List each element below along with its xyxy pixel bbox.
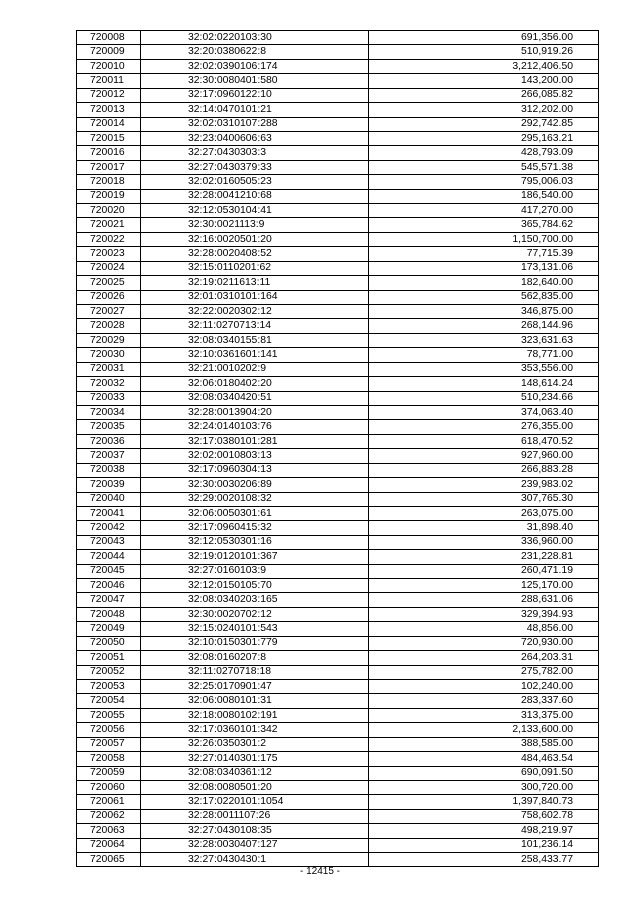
amount-cell: 374,063.40 [369,405,599,419]
record-id-cell: 720053 [77,679,141,693]
record-id-cell: 720017 [77,160,141,174]
amount-cell: 365,784.62 [369,218,599,232]
amount-cell: 758,602.78 [369,809,599,823]
amount-cell: 260,471.19 [369,564,599,578]
cadastral-number-cell: 32:17:0960304:13 [141,463,369,477]
cadastral-number-cell: 32:17:0380101:281 [141,434,369,448]
amount-cell: 3,212,406.50 [369,59,599,73]
record-id-cell: 720051 [77,651,141,665]
record-id-cell: 720028 [77,319,141,333]
cadastral-number-cell: 32:27:0160103:9 [141,564,369,578]
cadastral-number-cell: 32:20:0380622:8 [141,45,369,59]
record-id-cell: 720059 [77,766,141,780]
record-id-cell: 720062 [77,809,141,823]
amount-cell: 795,006.03 [369,175,599,189]
cadastral-number-cell: 32:21:0010202:9 [141,362,369,376]
record-id-cell: 720050 [77,636,141,650]
cadastral-number-cell: 32:11:0270718:18 [141,665,369,679]
cadastral-number-cell: 32:28:0041210:68 [141,189,369,203]
table-row [77,362,599,376]
amount-cell: 125,170.00 [369,579,599,593]
cadastral-number-cell: 32:16:0020501:20 [141,232,369,246]
amount-cell: 31,898.40 [369,521,599,535]
table-row [77,824,599,838]
table-row [77,651,599,665]
record-id-cell: 720019 [77,189,141,203]
cadastral-number-cell: 32:08:0340155:81 [141,333,369,347]
record-id-cell: 720037 [77,449,141,463]
table-row [77,564,599,578]
cadastral-number-cell: 32:24:0140103:76 [141,420,369,434]
table-row [77,103,599,117]
amount-cell: 307,765.30 [369,492,599,506]
amount-cell: 388,585.00 [369,737,599,751]
cadastral-number-cell: 32:06:0050301:61 [141,506,369,520]
cadastral-number-cell: 32:15:0110201:62 [141,261,369,275]
table-row [77,276,599,290]
table-row [77,723,599,737]
table-row [77,189,599,203]
record-id-cell: 720029 [77,333,141,347]
table-row [77,232,599,246]
amount-cell: 239,983.02 [369,478,599,492]
table-row [77,752,599,766]
amount-cell: 1,397,840.73 [369,795,599,809]
cadastral-number-cell: 32:08:0340203:165 [141,593,369,607]
table-row [77,766,599,780]
cadastral-number-cell: 32:27:0430303:3 [141,146,369,160]
record-id-cell: 720049 [77,622,141,636]
amount-cell: 288,631.06 [369,593,599,607]
table-row [77,579,599,593]
record-id-cell: 720044 [77,550,141,564]
amount-cell: 186,540.00 [369,189,599,203]
cadastral-number-cell: 32:28:0030407:127 [141,838,369,852]
cadastral-number-cell: 32:12:0150105:70 [141,579,369,593]
amount-cell: 182,640.00 [369,276,599,290]
record-id-cell: 720041 [77,506,141,520]
record-id-cell: 720010 [77,59,141,73]
amount-cell: 720,930.00 [369,636,599,650]
cadastral-number-cell: 32:27:0430430:1 [141,853,369,867]
table-row [77,74,599,88]
record-id-cell: 720056 [77,723,141,737]
amount-cell: 313,375.00 [369,708,599,722]
cadastral-number-cell: 32:30:0021113:9 [141,218,369,232]
amount-cell: 283,337.60 [369,694,599,708]
cadastral-number-cell: 32:28:0020408:52 [141,247,369,261]
cadastral-number-cell: 32:02:0220103:30 [141,31,369,45]
record-id-cell: 720036 [77,434,141,448]
record-id-cell: 720024 [77,261,141,275]
record-id-cell: 720039 [77,478,141,492]
record-id-cell: 720038 [77,463,141,477]
amount-cell: 266,883.28 [369,463,599,477]
cadastral-number-cell: 32:17:0220101:1054 [141,795,369,809]
amount-cell: 275,782.00 [369,665,599,679]
cadastral-number-cell: 32:02:0160505:23 [141,175,369,189]
table-row [77,593,599,607]
table-row [77,319,599,333]
amount-cell: 292,742.85 [369,117,599,131]
table-row [77,463,599,477]
amount-cell: 312,202.00 [369,103,599,117]
record-id-cell: 720016 [77,146,141,160]
cadastral-number-cell: 32:15:0240101:543 [141,622,369,636]
amount-cell: 329,394.93 [369,607,599,621]
amount-cell: 148,614.24 [369,377,599,391]
table-row [77,780,599,794]
amount-cell: 48,856.00 [369,622,599,636]
table-row [77,679,599,693]
cadastral-number-cell: 32:12:0530301:16 [141,535,369,549]
amount-cell: 268,144.96 [369,319,599,333]
amount-cell: 484,463.54 [369,752,599,766]
cadastral-number-cell: 32:30:0030206:89 [141,478,369,492]
record-id-cell: 720027 [77,305,141,319]
table-row [77,694,599,708]
amount-cell: 173,131.06 [369,261,599,275]
record-id-cell: 720052 [77,665,141,679]
cadastral-number-cell: 32:08:0340361:12 [141,766,369,780]
table-row [77,506,599,520]
record-id-cell: 720011 [77,74,141,88]
amount-cell: 690,091.50 [369,766,599,780]
table-row [77,420,599,434]
record-id-cell: 720040 [77,492,141,506]
cadastral-number-cell: 32:27:0430379:33 [141,160,369,174]
amount-cell: 562,835.00 [369,290,599,304]
table-row [77,607,599,621]
table-row [77,535,599,549]
record-id-cell: 720034 [77,405,141,419]
table-row [77,737,599,751]
table-row [77,665,599,679]
amount-cell: 295,163.21 [369,131,599,145]
table-row [77,305,599,319]
record-id-cell: 720018 [77,175,141,189]
table-row [77,434,599,448]
cadastral-number-cell: 32:18:0080102:191 [141,708,369,722]
amount-cell: 346,875.00 [369,305,599,319]
table-row [77,521,599,535]
record-id-cell: 720008 [77,31,141,45]
record-id-cell: 720064 [77,838,141,852]
record-id-cell: 720012 [77,88,141,102]
table-body [77,31,599,867]
record-id-cell: 720023 [77,247,141,261]
table-row [77,478,599,492]
amount-cell: 1,150,700.00 [369,232,599,246]
table-row [77,333,599,347]
data-table [76,30,599,867]
amount-cell: 231,228.81 [369,550,599,564]
amount-cell: 417,270.00 [369,204,599,218]
record-id-cell: 720032 [77,377,141,391]
table-row [77,175,599,189]
table-row [77,45,599,59]
cadastral-number-cell: 32:06:0180402:20 [141,377,369,391]
amount-cell: 545,571.38 [369,160,599,174]
cadastral-number-cell: 32:17:0960415:32 [141,521,369,535]
amount-cell: 428,793.09 [369,146,599,160]
record-id-cell: 720047 [77,593,141,607]
cadastral-number-cell: 32:10:0361601:141 [141,348,369,362]
table-row [77,348,599,362]
amount-cell: 323,631.63 [369,333,599,347]
cadastral-number-cell: 32:25:0170901:47 [141,679,369,693]
record-id-cell: 720013 [77,103,141,117]
cadastral-number-cell: 32:29:0020108:32 [141,492,369,506]
amount-cell: 2,133,600.00 [369,723,599,737]
amount-cell: 510,919.26 [369,45,599,59]
table-row [77,247,599,261]
amount-cell: 618,470.52 [369,434,599,448]
table-row [77,449,599,463]
amount-cell: 264,203.31 [369,651,599,665]
record-id-cell: 720030 [77,348,141,362]
cadastral-number-cell: 32:17:0360101:342 [141,723,369,737]
table-row [77,290,599,304]
cadastral-number-cell: 32:01:0310101:164 [141,290,369,304]
record-id-cell: 720043 [77,535,141,549]
table-row [77,853,599,867]
record-id-cell: 720057 [77,737,141,751]
record-id-cell: 720014 [77,117,141,131]
table-row [77,160,599,174]
cadastral-number-cell: 32:08:0160207:8 [141,651,369,665]
record-id-cell: 720015 [77,131,141,145]
amount-cell: 498,219.97 [369,824,599,838]
amount-cell: 102,240.00 [369,679,599,693]
cadastral-number-cell: 32:30:0020702:12 [141,607,369,621]
record-id-cell: 720054 [77,694,141,708]
table-row [77,261,599,275]
amount-cell: 263,075.00 [369,506,599,520]
cadastral-number-cell: 32:28:0011107:26 [141,809,369,823]
record-id-cell: 720009 [77,45,141,59]
cadastral-number-cell: 32:14:0470101:21 [141,103,369,117]
table-row [77,809,599,823]
cadastral-number-cell: 32:28:0013904:20 [141,405,369,419]
cadastral-number-cell: 32:27:0430108:35 [141,824,369,838]
record-id-cell: 720048 [77,607,141,621]
table-row [77,708,599,722]
record-id-cell: 720045 [77,564,141,578]
record-id-cell: 720022 [77,232,141,246]
table-row [77,405,599,419]
page-number: - 12415 - [299,866,341,877]
record-id-cell: 720063 [77,824,141,838]
table-row [77,377,599,391]
amount-cell: 691,356.00 [369,31,599,45]
cadastral-number-cell: 32:19:0211613:11 [141,276,369,290]
amount-cell: 266,085.82 [369,88,599,102]
table-row [77,131,599,145]
table-row [77,391,599,405]
record-id-cell: 720060 [77,780,141,794]
table-row [77,117,599,131]
amount-cell: 927,960.00 [369,449,599,463]
table-row [77,59,599,73]
cadastral-number-cell: 32:17:0960122:10 [141,88,369,102]
record-id-cell: 720042 [77,521,141,535]
record-id-cell: 720020 [77,204,141,218]
record-id-cell: 720033 [77,391,141,405]
table-row [77,622,599,636]
amount-cell: 276,355.00 [369,420,599,434]
record-id-cell: 720021 [77,218,141,232]
record-id-cell: 720055 [77,708,141,722]
table-row [77,88,599,102]
table-row [77,204,599,218]
record-id-cell: 720046 [77,579,141,593]
table-row [77,218,599,232]
cadastral-number-cell: 32:19:0120101:367 [141,550,369,564]
cadastral-number-cell: 32:02:0310107:288 [141,117,369,131]
table-row [77,31,599,45]
table-row [77,492,599,506]
record-id-cell: 720065 [77,853,141,867]
cadastral-number-cell: 32:12:0530104:41 [141,204,369,218]
amount-cell: 78,771.00 [369,348,599,362]
cadastral-number-cell: 32:23:0400606:63 [141,131,369,145]
amount-cell: 353,556.00 [369,362,599,376]
amount-cell: 101,236.14 [369,838,599,852]
amount-cell: 258,433.77 [369,853,599,867]
cadastral-number-cell: 32:22:0020302:12 [141,305,369,319]
record-id-cell: 720026 [77,290,141,304]
table-row [77,636,599,650]
amount-cell: 336,960.00 [369,535,599,549]
table-row [77,838,599,852]
cadastral-number-cell: 32:06:0080101:31 [141,694,369,708]
record-id-cell: 720025 [77,276,141,290]
record-id-cell: 720058 [77,752,141,766]
cadastral-number-cell: 32:10:0150301:779 [141,636,369,650]
record-id-cell: 720031 [77,362,141,376]
record-id-cell: 720061 [77,795,141,809]
cadastral-number-cell: 32:30:0080401:580 [141,74,369,88]
cadastral-number-cell: 32:08:0080501:20 [141,780,369,794]
amount-cell: 300,720.00 [369,780,599,794]
amount-cell: 143,200.00 [369,74,599,88]
amount-cell: 77,715.39 [369,247,599,261]
table-row [77,795,599,809]
cadastral-number-cell: 32:26:0350301:2 [141,737,369,751]
amount-cell: 510,234.66 [369,391,599,405]
table-row [77,550,599,564]
cadastral-number-cell: 32:02:0010803:13 [141,449,369,463]
table-row [77,146,599,160]
cadastral-number-cell: 32:11:0270713:14 [141,319,369,333]
cadastral-number-cell: 32:27:0140301:175 [141,752,369,766]
cadastral-number-cell: 32:02:0390106:174 [141,59,369,73]
record-id-cell: 720035 [77,420,141,434]
cadastral-number-cell: 32:08:0340420:51 [141,391,369,405]
